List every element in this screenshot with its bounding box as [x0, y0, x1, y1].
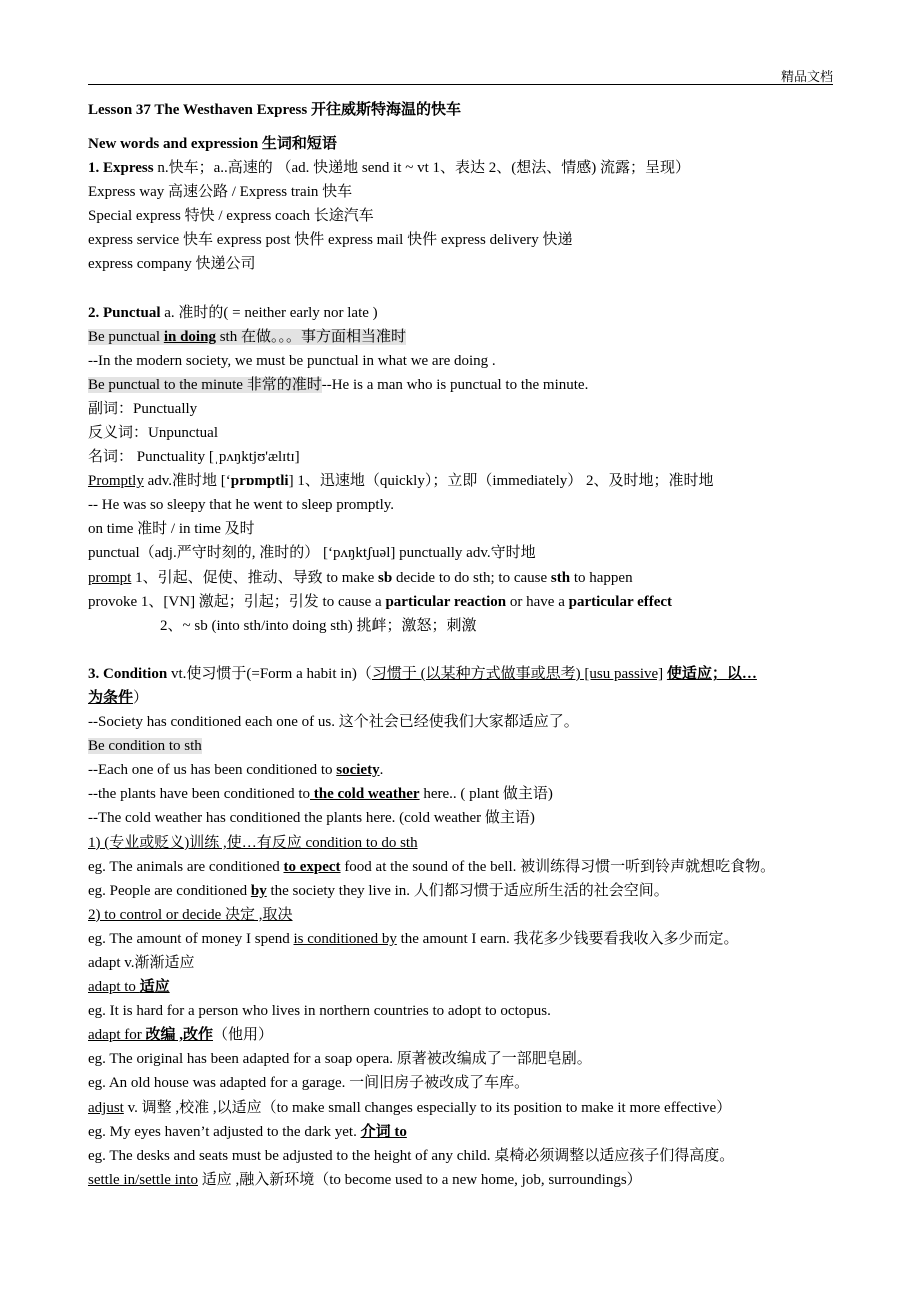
text: eg. People are conditioned — [88, 883, 251, 899]
bold-underlined-text: 适应 — [139, 979, 170, 995]
adjust-example-2: eg. The desks and seats must be adjusted to the height of any child. 桌椅必须调整以适应孩子们得高度。 — [88, 1148, 735, 1164]
punctual-line-4 — [88, 375, 588, 395]
section-subtitle: New words and expression 生词和短语 — [88, 136, 337, 152]
text: here.. ( plant 做主语) — [419, 786, 553, 802]
settle-in-line — [88, 1170, 642, 1190]
text: the society they live in. 人们都习惯于适应所生活的社会空间。 — [266, 883, 669, 899]
condition-example-2 — [88, 760, 383, 780]
phrase-emphasis: in doing — [163, 329, 216, 345]
underlined-text: is conditioned by — [293, 931, 397, 947]
text: the amount I earn. 我花多少钱要看我收入多少而定。 — [396, 931, 739, 947]
text: ） — [133, 690, 149, 706]
example-text: --He is a man who is punctual to the minute. — [321, 377, 589, 393]
express-heading: 1. Express — [88, 160, 154, 176]
text: v. 调整 ,校准 ,以适应（to make small changes especially to its position to make it more effective） — [123, 1100, 732, 1116]
header-label: 精品文档 — [780, 69, 833, 84]
bold-text: sth — [550, 570, 571, 586]
adapt-for-line — [88, 1025, 273, 1045]
bold-underlined-text: 介词 to — [360, 1124, 407, 1140]
text: to happen — [570, 570, 633, 586]
phrase-highlight: Be punctual to the minute 非常的准时 — [88, 377, 322, 393]
text: food at the sound of the bell. 被训练得习惯一听到铃声就想吃食物。 — [340, 859, 776, 875]
adapt-for-example-1: eg. The original has been adapted for a soap opera. 原著被改编成了一部肥皂剧。 — [88, 1051, 592, 1067]
adapt-line: adapt v.渐渐适应 — [88, 955, 195, 971]
text: vt.使习惯于(=Form a habit in)（ — [167, 666, 372, 682]
condition-example-6 — [88, 881, 669, 901]
lesson-title: Lesson 37 The Westhaven Express 开往威斯特海温的快车 — [88, 102, 461, 118]
bold-underlined-text: 改编 ,改作 — [145, 1027, 213, 1043]
bold-text: particular effect — [568, 594, 673, 610]
express-line-4: express service 快车 express post 快件 express mail 快件 express delivery 快递 — [88, 232, 573, 248]
punctual-adj-line: punctual（adj.严守时刻的, 准时的） [‘pʌŋktʃuəl] punctually adv.守时地 — [88, 545, 536, 561]
text: 适应 ,融入新环境（to become used to a new home, job, surroundings） — [197, 1172, 642, 1188]
condition-line-1 — [88, 664, 757, 684]
text: ] 1、迅速地（quickly）；立即（immediately） 2、及时地；准时地 — [288, 473, 714, 489]
bold-underlined-text: 为条件 — [88, 690, 134, 706]
condition-example-3 — [88, 784, 553, 804]
word-underlined: Promptly — [88, 473, 144, 489]
text: or have a — [506, 594, 569, 610]
underlined-text: 习惯于 (以某种方式做事或思考) [usu passive] — [371, 666, 664, 682]
bold-text: sb — [378, 570, 393, 586]
provoke-line-2: 2、~ sb (into sth/into doing sth) 挑衅；激怒；刺激 — [160, 618, 477, 634]
condition-example-5 — [88, 857, 775, 877]
punctual-line-5: 副词：Punctually — [88, 401, 198, 417]
bold-underlined-text: 使适应；以… — [666, 666, 757, 682]
text: --Each one of us has been conditioned to — [88, 762, 337, 778]
text: eg. The amount of money I spend — [88, 931, 294, 947]
bold-underlined-text: the cold weather — [310, 786, 420, 802]
text: --the plants have been conditioned to — [88, 786, 311, 802]
text: provoke 1、[VN] 激起；引起；引发 to cause a — [88, 594, 386, 610]
text: adv.准时地 [‘ — [143, 473, 231, 489]
punctual-line-2 — [88, 327, 406, 347]
condition-line-2 — [88, 688, 148, 708]
punctual-definition: a. 准时的( = neither early nor late ) — [160, 305, 378, 321]
underlined-text: adapt for — [88, 1027, 146, 1043]
condition-line-4 — [88, 736, 202, 756]
punctual-line-6: 反义词：Unpunctual — [88, 425, 218, 441]
provoke-line-1 — [88, 592, 672, 612]
punctual-line-7: 名词： Punctuality [ˌpʌŋktjʊ'ælɪtɪ] — [88, 449, 300, 465]
bold-underlined-text: by — [250, 883, 267, 899]
adjust-example-1 — [88, 1122, 407, 1142]
phrase-highlight: Be condition to sth — [88, 738, 202, 754]
adapt-for-example-2: eg. An old house was adapted for a garage. 一间旧房子被改成了车库。 — [88, 1075, 530, 1091]
condition-heading: 3. Condition — [88, 666, 168, 682]
bold-text: particular reaction — [385, 594, 507, 610]
text: eg. My eyes haven’t adjusted to the dark yet. — [88, 1124, 361, 1140]
page-header — [88, 60, 833, 85]
condition-example-4: --The cold weather has conditioned the plants here. (cold weather 做主语) — [88, 810, 535, 826]
underlined-text: adjust — [88, 1100, 124, 1116]
punctual-line-3: --In the modern society, we must be punctual in what we are doing . — [88, 353, 496, 369]
express-line-3: Special express 特快 / express coach 长途汽车 — [88, 208, 374, 224]
express-line-1 — [88, 158, 690, 178]
text: （他用） — [213, 1027, 274, 1043]
phonetic: prɒmptli — [230, 473, 289, 489]
bold-underlined-text: society — [336, 762, 380, 778]
text: . — [379, 762, 384, 778]
text: eg. The animals are conditioned — [88, 859, 284, 875]
text: 1、引起、促使、推动、导致 to make — [131, 570, 378, 586]
express-line-2: Express way 高速公路 / Express train 快车 — [88, 184, 353, 200]
adapt-to-line — [88, 977, 170, 997]
condition-meaning-2: 2) to control or decide 决定 ,取决 — [88, 907, 293, 923]
word-underlined: prompt — [88, 570, 132, 586]
promptly-line — [88, 471, 714, 491]
on-time-line: on time 准时 / in time 及时 — [88, 521, 255, 537]
punctual-heading: 2. Punctual — [88, 305, 161, 321]
prompt-line — [88, 568, 633, 588]
underlined-text: adapt to — [88, 979, 140, 995]
phrase-highlight — [88, 329, 406, 345]
text: decide to do sth; to cause — [392, 570, 551, 586]
express-line-5: express company 快递公司 — [88, 256, 256, 272]
underlined-text: settle in/settle into — [88, 1172, 198, 1188]
promptly-example: -- He was so sleepy that he went to sleep promptly. — [88, 497, 395, 513]
bold-underlined-text: to expect — [283, 859, 341, 875]
phrase-text: sth 在做。。。事方面相当准时 — [215, 329, 406, 345]
condition-example-7 — [88, 929, 738, 949]
express-definition: n.快车；a..高速的 （ad. 快递地 send it ~ vt 1、表达 2、(想法、情感) 流露；呈现） — [153, 160, 690, 176]
punctual-line-1 — [88, 303, 378, 323]
condition-example-1: --Society has conditioned each one of us. 这个社会已经使我们大家都适应了。 — [88, 714, 579, 730]
condition-meaning-1: 1) (专业或贬义)训练 ,使…有反应 condition to do sth — [88, 835, 418, 851]
adjust-line — [88, 1098, 731, 1118]
phrase-text: Be punctual — [88, 329, 164, 345]
adapt-to-example: eg. It is hard for a person who lives in northern countries to adopt to octopus. — [88, 1003, 551, 1019]
